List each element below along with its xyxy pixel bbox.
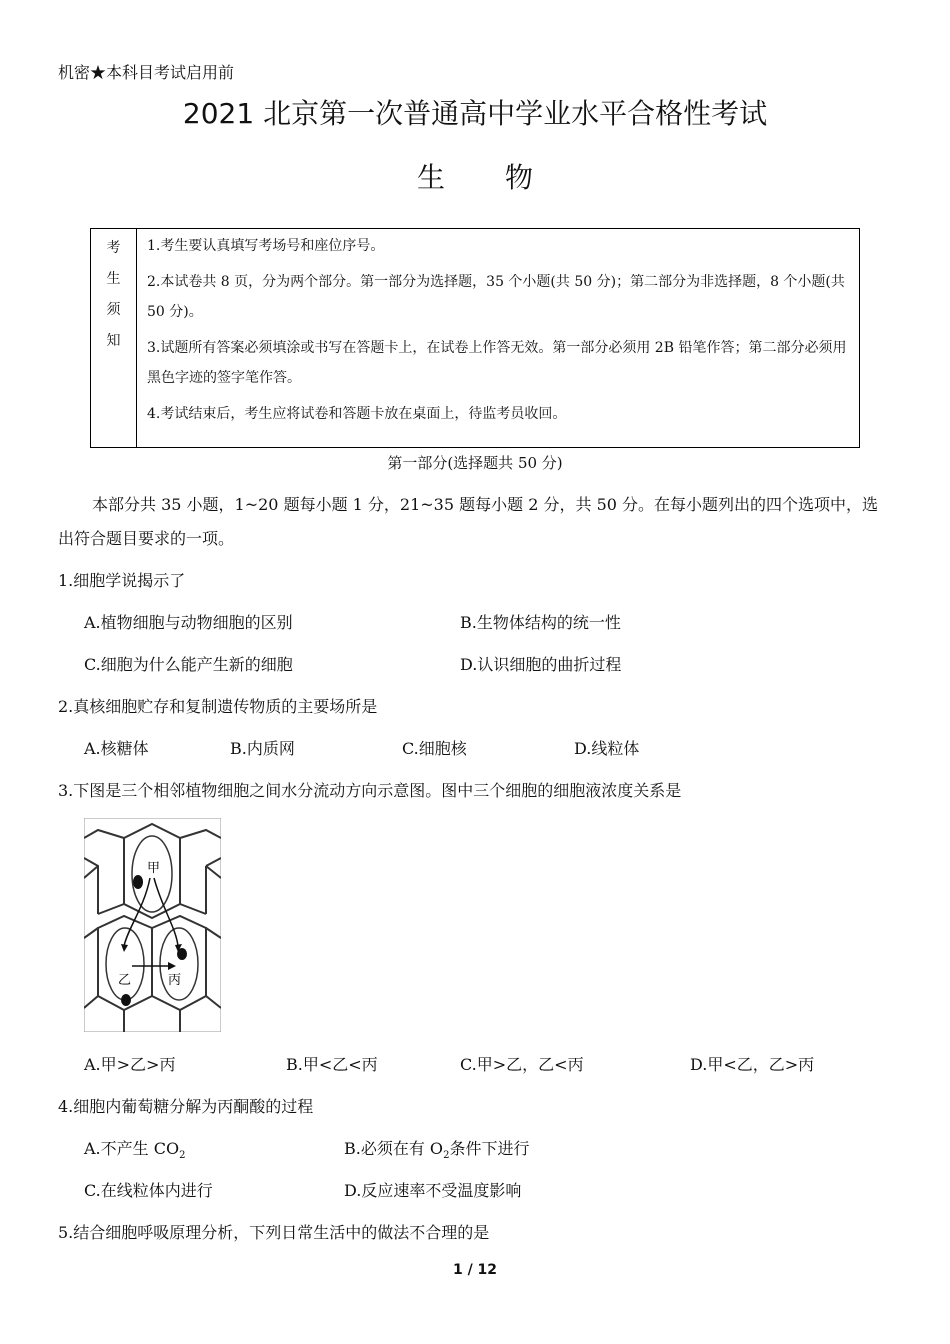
- notice-item: 3.试题所有答案必须填涂或书写在答题卡上，在试卷上作答无效。第一部分必须用 2B 铅笔作答；第二部分必须用黑色字迹的签字笔作答。: [147, 340, 847, 386]
- q4-option-a-sub: 2: [179, 1150, 186, 1162]
- notice-label-char: 须: [106, 302, 121, 318]
- question-5-stem: 5.结合细胞呼吸原理分析，下列日常生活中的做法不合理的是: [58, 1223, 490, 1242]
- plant-cell-water-flow-figure: [84, 818, 221, 1032]
- notice-item: 4.考试结束后，考生应将试卷和答题卡放在桌面上，待监考员收回。: [147, 406, 567, 422]
- notice-label-char: 考: [106, 240, 121, 256]
- candidate-notice-box: [90, 228, 860, 448]
- cell-label-jia: 甲: [147, 861, 161, 876]
- confidential-label: 机密★本科目考试启用前: [58, 63, 235, 82]
- q4-option-c: C.在线粒体内进行: [84, 1181, 213, 1200]
- q2-option-a: A.核糖体: [84, 739, 149, 758]
- page-number: 1 / 12: [452, 1262, 498, 1278]
- part1-intro: 本部分共 35 小题，1~20 题每小题 1 分，21~35 题每小题 2 分，共 50 分。在每小题列出的四个选项中，选出符合题目要求的一项。: [58, 495, 879, 548]
- question-3-stem: 3.下图是三个相邻植物细胞之间水分流动方向示意图。图中三个细胞的细胞液浓度关系是: [58, 781, 682, 800]
- q4-option-b: [344, 1136, 529, 1161]
- q2-option-c: C.细胞核: [402, 739, 467, 758]
- q2-option-d: D.线粒体: [574, 739, 640, 758]
- cell-label-bing: 丙: [168, 973, 182, 988]
- question-1-stem: 1.细胞学说揭示了: [58, 571, 186, 590]
- notice-label-char: 知: [106, 333, 121, 349]
- q4-option-d: D.反应速率不受温度影响: [344, 1181, 522, 1200]
- q2-option-b: B.内质网: [230, 739, 295, 758]
- notice-item: 2.本试卷共 8 页，分为两个部分。第一部分为选择题，35 个小题(共 50 分)；第二部分为非选择题，8 个小题(共 50 分)。: [147, 274, 845, 320]
- q4-option-a: [84, 1136, 185, 1161]
- part1-title: 第一部分(选择题共 50 分): [387, 454, 563, 472]
- q3-option-a: A.甲>乙>丙: [84, 1055, 176, 1074]
- exam-title: 2021 北京第一次普通高中学业水平合格性考试: [182, 97, 768, 130]
- q1-option-b: B.生物体结构的统一性: [460, 613, 621, 632]
- q4-option-b-text2: 条件下进行: [449, 1139, 530, 1158]
- question-2-stem: 2.真核细胞贮存和复制遗传物质的主要场所是: [58, 697, 378, 716]
- notice-label-char: 生: [106, 271, 121, 287]
- subject-title: 生物: [416, 161, 593, 194]
- q4-option-a-text: A.不产生 CO: [84, 1139, 180, 1158]
- cell-label-yi: 乙: [118, 973, 132, 988]
- q3-option-b: B.甲<乙<丙: [286, 1055, 378, 1074]
- q4-option-b-text: B.必须在有 O: [344, 1139, 444, 1158]
- notice-body: [137, 229, 859, 447]
- notice-label: [91, 229, 137, 447]
- q1-option-d: D.认识细胞的曲折过程: [460, 655, 622, 674]
- q3-option-d: D.甲<乙，乙>丙: [690, 1055, 815, 1074]
- q1-option-c: C.细胞为什么能产生新的细胞: [84, 655, 293, 674]
- q1-option-a: A.植物细胞与动物细胞的区别: [84, 613, 293, 632]
- q3-option-c: C.甲>乙，乙<丙: [460, 1055, 584, 1074]
- question-4-stem: 4.细胞内葡萄糖分解为丙酮酸的过程: [58, 1097, 314, 1116]
- q4-option-b-sub: 2: [443, 1150, 450, 1162]
- notice-item: 1.考生要认真填写考场号和座位序号。: [147, 238, 385, 254]
